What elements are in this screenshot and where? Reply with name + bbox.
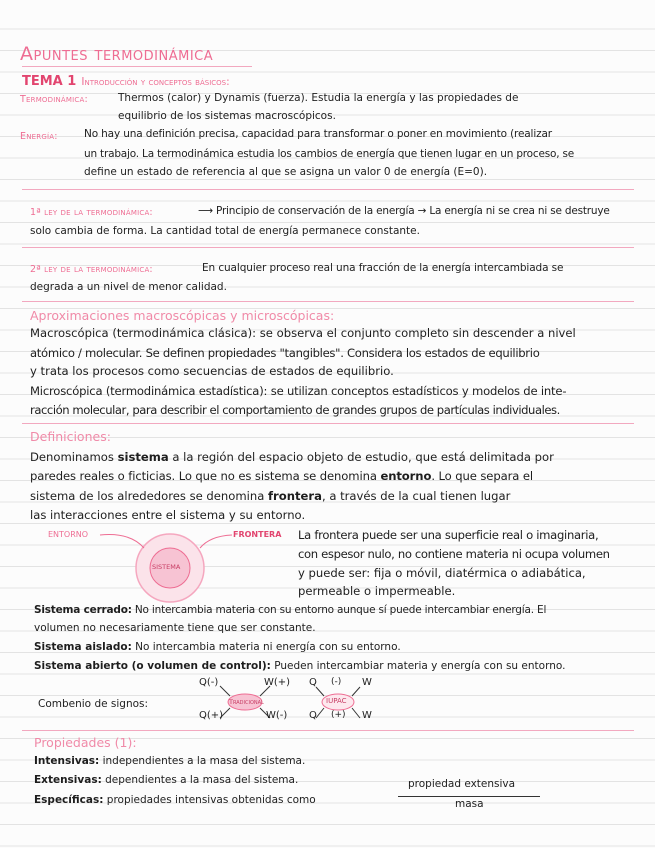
iupac-arrow-w-in xyxy=(352,708,360,718)
termodinamica-line-2: equilibrio de los sistemas macroscópicos. xyxy=(118,110,336,122)
iupac-arrow-q-out xyxy=(316,687,324,696)
iupac-w-bottom: W xyxy=(362,710,372,721)
definiciones-line-4: las interacciones entre el sistema y su entorno. xyxy=(30,508,306,522)
energia-line-1: No hay una definición precisa, capacidad para transformar o poner en movimiento (realizar xyxy=(84,128,552,140)
tradicional-label: Tradicional xyxy=(229,698,264,706)
aislado-text: No intercambia materia ni energía con su entorno. xyxy=(135,641,401,653)
micro-line-1 xyxy=(30,384,566,398)
energia-label: Energía: xyxy=(20,131,58,142)
term-sistema: sistema xyxy=(117,450,169,464)
iupac-arrow-w-out xyxy=(352,687,360,696)
definiciones-line-1 xyxy=(30,450,554,464)
iupac-q-top: Q xyxy=(309,677,317,688)
extensivas-term: Extensivas: xyxy=(34,774,102,786)
page-title: Apuntes termodinámica xyxy=(20,43,214,65)
divider xyxy=(22,730,634,731)
definiciones-line-3 xyxy=(30,489,510,503)
term-frontera: frontera xyxy=(268,489,322,503)
frontera-arrow xyxy=(200,535,232,548)
ley2-label: 2ª ley de la termodinámica: xyxy=(30,264,153,275)
fraction-bar xyxy=(398,796,540,797)
def-text: paredes reales o ficticias. Lo que no es sistema se denomina xyxy=(30,469,377,483)
frontera-line-4: permeable o impermeable. xyxy=(298,584,456,598)
extensivas-line xyxy=(34,774,298,786)
ley1-line-2: solo cambia de forma. La cantidad total de energía permanece constante. xyxy=(30,225,420,237)
fraction-denominator: masa xyxy=(455,798,484,810)
iupac-plus: (+) xyxy=(331,710,346,720)
termodinamica-line-1: Thermos (calor) y Dynamis (fuerza). Estudia la energía y las propiedades de xyxy=(118,92,519,104)
intensivas-line xyxy=(34,755,305,767)
aislado-line xyxy=(34,641,401,653)
energia-line-3: define un estado de referencia al que se asigna un valor 0 de energía (E=0). xyxy=(84,166,488,178)
def-text: , a través de la cual tienen lugar xyxy=(321,489,511,503)
especificas-line xyxy=(34,794,316,806)
abierto-term: Sistema abierto (o volumen de control): xyxy=(34,660,271,672)
trad-q-plus: Q(+) xyxy=(199,710,224,721)
abierto-text: Pueden intercambiar materia y energía con su entorno. xyxy=(274,660,566,672)
propiedades-title: Propiedades (1): xyxy=(34,735,137,750)
macro-line-3: y trata los procesos como secuencias de estados de equilibrio. xyxy=(30,364,394,378)
title-underline xyxy=(22,66,252,67)
entorno-arrow xyxy=(100,535,144,548)
cerrado-text-1: No intercambia materia con su entorno aunque sí puede intercambiar energía. El xyxy=(134,604,547,616)
ley1-line-1: ⟶ Principio de conservación de la energía → La energía ni se crea ni se destruye xyxy=(198,205,610,217)
trad-arrow-q-out xyxy=(220,686,230,696)
def-text: . Lo que separa el xyxy=(431,469,534,483)
def-text: sistema de los alrededores se denomina xyxy=(30,489,265,503)
divider xyxy=(22,301,634,302)
def-text: a la región del espacio objeto de estudio, que está delimitada por xyxy=(172,450,554,464)
micro-line-2: racción molecular, para describir el comportamiento de grandes grupos de partículas individuales. xyxy=(30,403,560,417)
tema-number: TEMA 1 xyxy=(22,74,77,89)
intensivas-text: independientes a la masa del sistema. xyxy=(102,755,306,767)
extensivas-text: dependientes a la masa del sistema. xyxy=(105,774,299,786)
intensivas-term: Intensivas: xyxy=(34,755,100,767)
trad-q-minus: Q(-) xyxy=(199,677,219,688)
frontera-label: FRONTERA xyxy=(233,530,282,539)
divider xyxy=(22,189,634,190)
frontera-line-2: con espesor nulo, no contiene materia ni ocupa volumen xyxy=(298,547,610,561)
aproximaciones-title: Aproximaciones macroscópicas y microscópicas: xyxy=(30,308,335,323)
definiciones-title: Definiciones: xyxy=(30,429,111,444)
aislado-term: Sistema aislado: xyxy=(34,641,132,653)
fraction-numerator: propiedad extensiva xyxy=(408,778,516,790)
iupac-label: IUPAC xyxy=(326,697,347,705)
micro-term: Microscópica (termodinámica estadística): xyxy=(30,384,268,398)
def-text: Denominamos xyxy=(30,450,114,464)
divider xyxy=(22,423,634,424)
macro-line-2: atómico / molecular. Se definen propiedades "tangibles". Considera los estados de equilibrio xyxy=(30,346,540,360)
cerrado-term: Sistema cerrado: xyxy=(34,604,132,616)
divider xyxy=(22,247,634,248)
entorno-label: ENTORNO xyxy=(48,530,89,539)
tema-title: Introducción y conceptos básicos: xyxy=(81,76,230,88)
macro-term: Macroscópica (termodinámica clásica): xyxy=(30,326,257,340)
energia-line-2: un trabajo. La termodinámica estudia los cambios de energía que tienen lugar en un proceso, se xyxy=(84,148,575,160)
frontera-line-3: y puede ser: fija o móvil, diatérmica o adiabática, xyxy=(298,566,586,580)
termodinamica-label: Termodinámica: xyxy=(20,94,88,105)
abierto-line xyxy=(34,660,565,672)
macro-text-1: se observa el conjunto completo sin descender a nivel xyxy=(259,326,576,340)
frontera-line-1: La frontera puede ser una superficie real o imaginaria, xyxy=(298,528,599,542)
term-entorno: entorno xyxy=(380,469,432,483)
tema-heading xyxy=(22,70,230,89)
iupac-w-top: W xyxy=(362,677,372,688)
especificas-text: propiedades intensivas obtenidas como xyxy=(106,794,316,806)
trad-w-minus: W(-) xyxy=(266,710,288,721)
cerrado-line-2: volumen no necesariamente tiene que ser constante. xyxy=(34,622,316,634)
ley1-label: 1ª ley de la termodinámica: xyxy=(30,207,153,218)
cerrado-line-1 xyxy=(34,604,546,616)
ley2-line-1: En cualquier proceso real una fracción de la energía intercambiada se xyxy=(202,262,564,274)
macro-line-1 xyxy=(30,326,576,340)
micro-text-1: se utilizan conceptos estadísticos y modelos de inte- xyxy=(270,384,567,398)
iupac-q-bottom: Q xyxy=(309,710,317,721)
sistema-label: SISTEMA xyxy=(152,563,181,571)
signos-label: Combenio de signos: xyxy=(38,698,149,710)
definiciones-line-2 xyxy=(30,469,533,483)
especificas-term: Específicas: xyxy=(34,794,104,806)
trad-w-plus: W(+) xyxy=(264,677,291,688)
ley2-line-2: degrada a un nivel de menor calidad. xyxy=(30,281,227,293)
iupac-minus: (-) xyxy=(331,677,342,687)
iupac-arrow-q-in xyxy=(316,708,324,718)
